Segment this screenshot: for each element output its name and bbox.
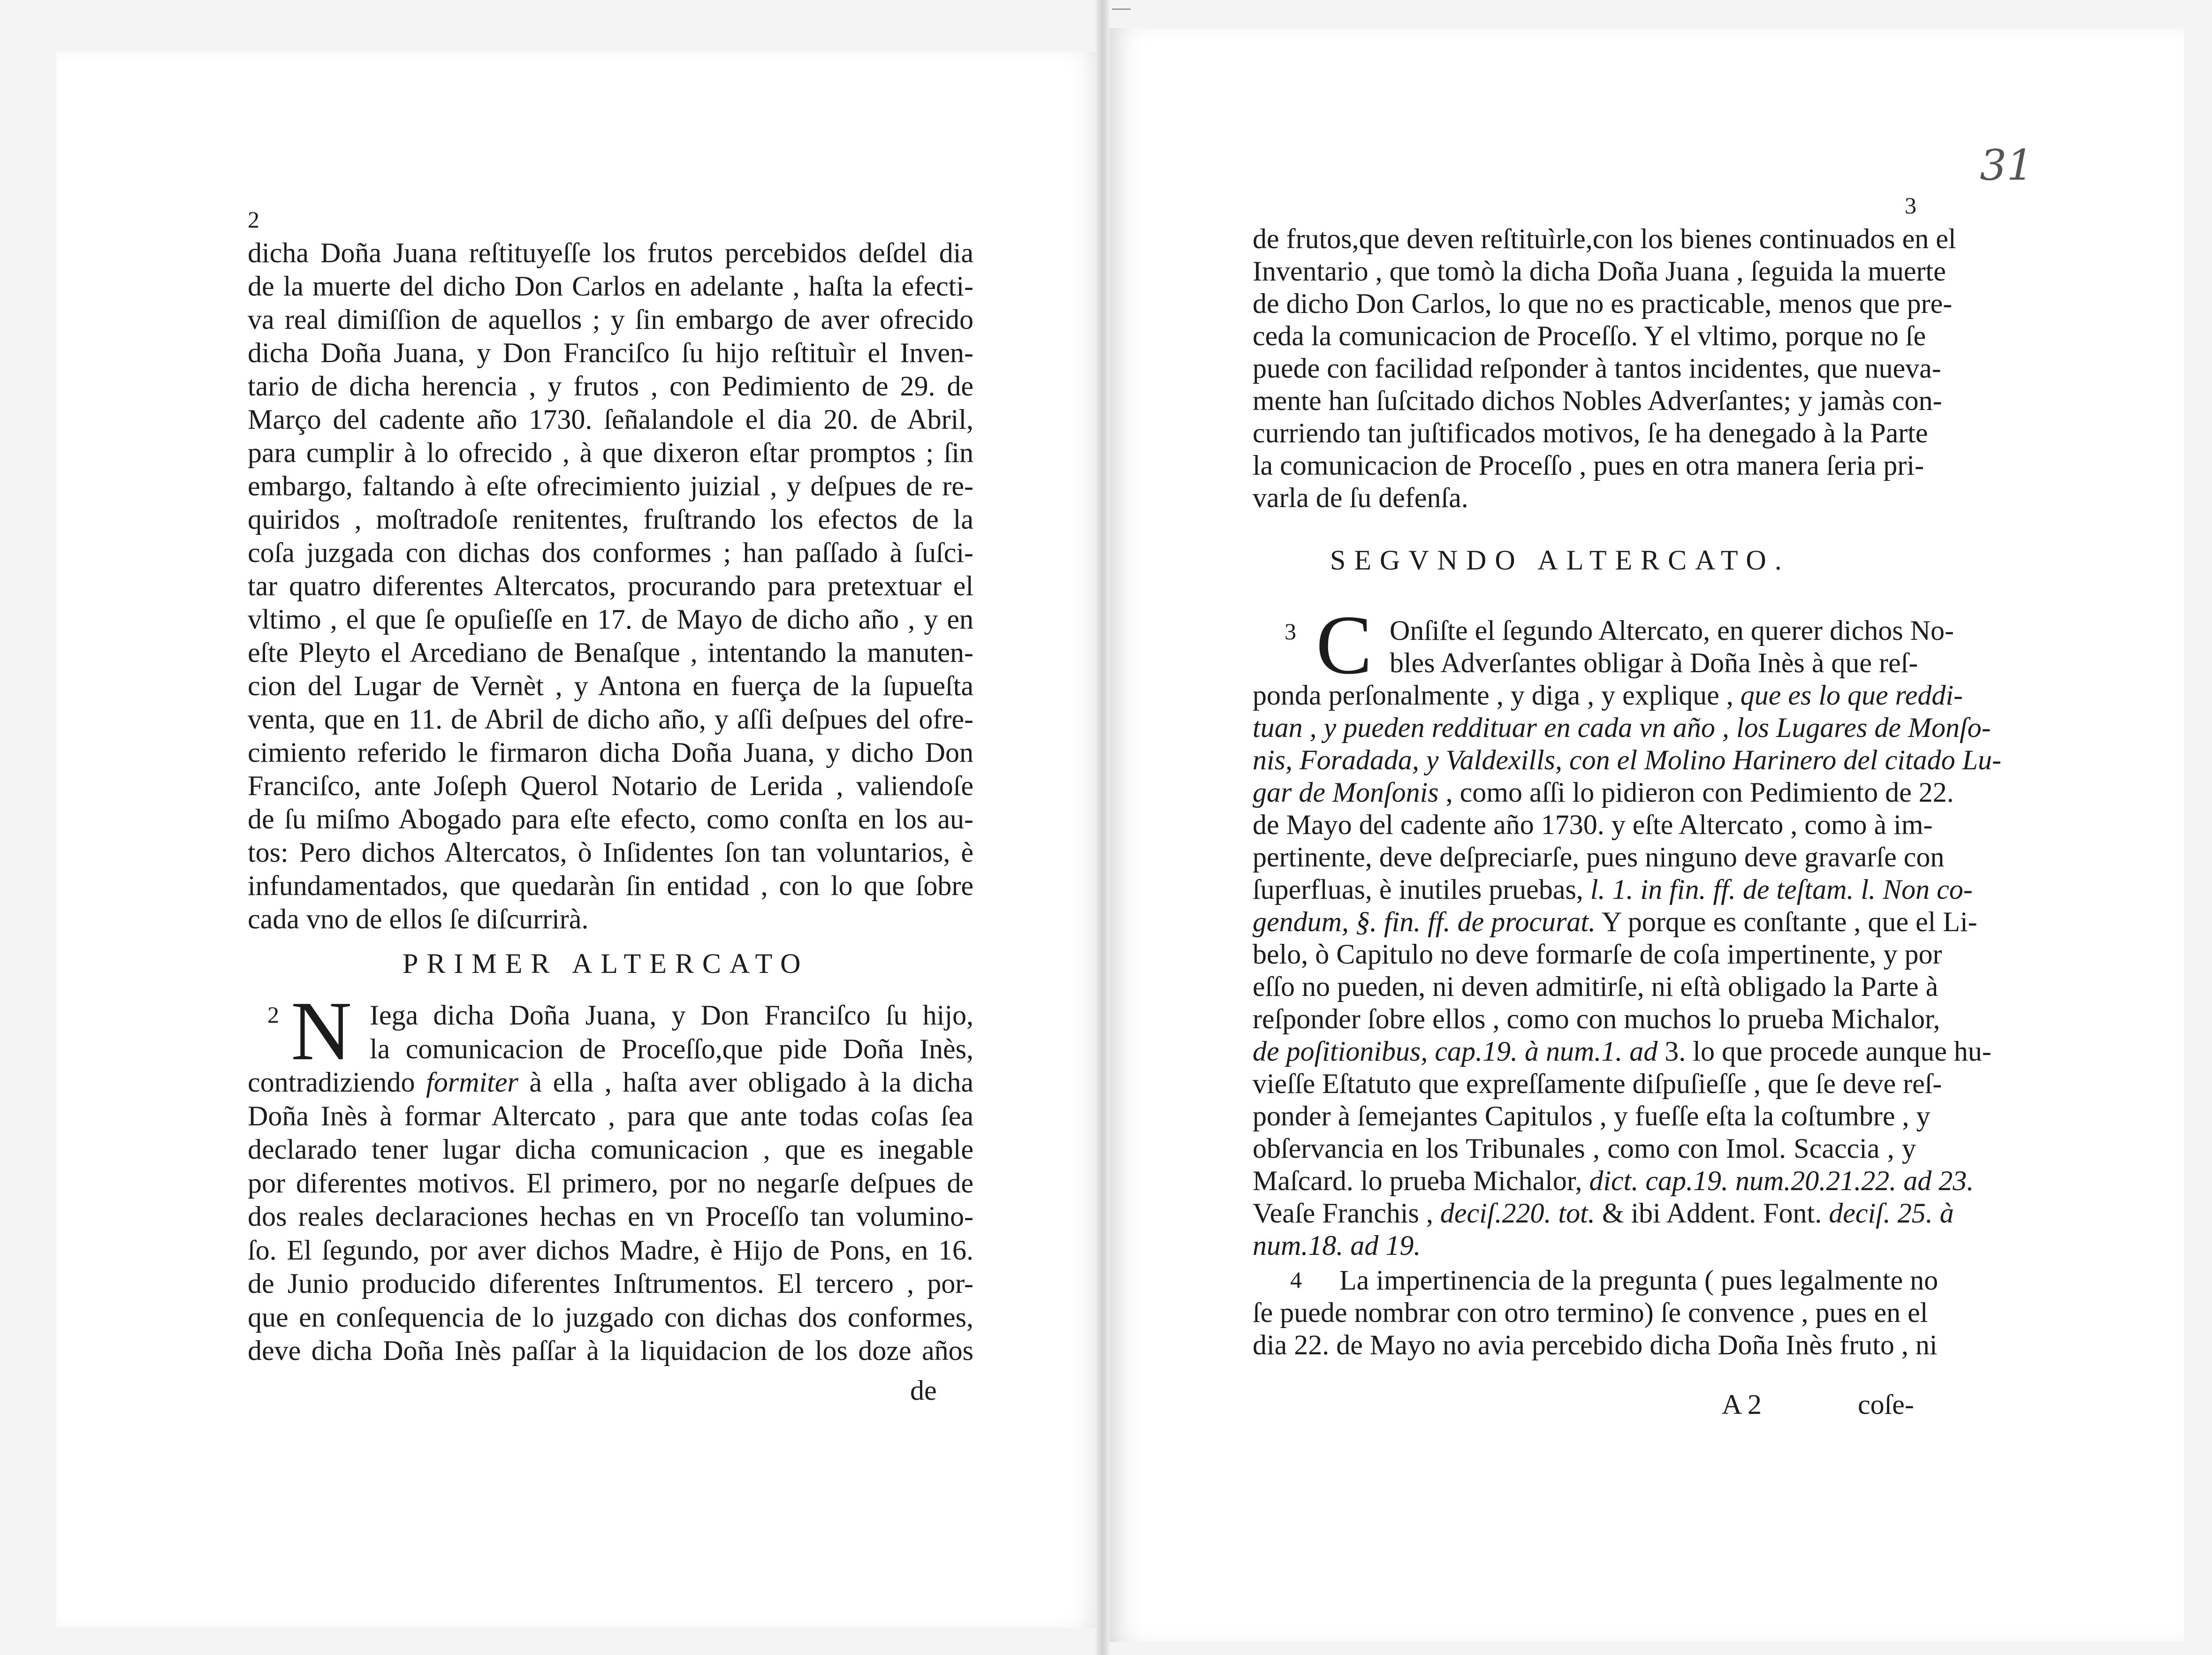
text-line — [248, 803, 973, 835]
section-heading: PRIMER ALTERCATO — [403, 948, 809, 979]
text-line — [1253, 776, 1954, 809]
text: vieſſe Eſtatuto que expreſſamente diſpuſieſſe , que ſe deve reſ- — [1253, 1068, 1942, 1099]
text: que en conſequencia de lo juzgado con dichas dos conformes, — [248, 1301, 973, 1333]
text-line — [248, 304, 973, 336]
text-line — [248, 670, 973, 702]
text: puede con facilidad reſponder à tantos incidentes, que nueva- — [1253, 353, 1941, 384]
text: 3. lo que procede aunque hu- — [1657, 1036, 1992, 1067]
text-line — [1253, 1329, 1938, 1361]
italic-text: tuan , y pueden reddituar en cada vn año , los Lugares de Monſo- — [1253, 712, 1991, 743]
italic-text: deciſ.220. tot. — [1440, 1198, 1595, 1229]
text-line — [248, 1066, 973, 1099]
text-line — [1390, 647, 1916, 679]
text: belo, ò Capitulo no deve formarſe de coſa impertinente, y por — [1253, 939, 1942, 970]
text-line — [370, 999, 973, 1032]
text: dia 22. de Mayo no avia percebido dicha Doña Inès fruto , ni — [1253, 1329, 1938, 1360]
text-line — [248, 270, 973, 303]
text: ſuperfluas, è inutiles pruebas, — [1253, 874, 1590, 905]
text-line — [248, 836, 973, 869]
text: la comunicacion de Proceſſo , pues en otra manera ſeria pri- — [1253, 450, 1924, 481]
text-line — [1253, 255, 1946, 288]
italic-text: de poſitionibus, cap.19. à num.1. ad — [1253, 1036, 1658, 1067]
text-line — [248, 237, 973, 269]
text-line — [248, 1335, 973, 1367]
text: cimiento referido le firmaron dicha Doña Juana, y dicho Don — [248, 737, 973, 768]
text-line — [248, 403, 973, 436]
paragraph-number: 2 — [267, 1002, 279, 1028]
text-line — [248, 637, 973, 669]
text: ſo. El ſegundo, por aver dichos Madre, è Hijo de Pons, en 16. — [248, 1234, 973, 1266]
text: de dicho Don Carlos, lo que no es practicable, menos que pre- — [1253, 288, 1953, 319]
text-line — [1253, 223, 1956, 255]
text: venta, que en 11. de Abril de dicho año, y aſſi deſpues del ofre- — [248, 704, 973, 735]
italic-text: deciſ. 25. à — [1829, 1198, 1954, 1229]
text-line — [1253, 482, 1916, 514]
text-line — [1253, 1197, 1954, 1230]
text: cion del Lugar de Vernèt , y Antona en fuerça de la ſupueſta — [248, 670, 973, 701]
text: & ibi Addent. Font. — [1595, 1198, 1829, 1229]
text: por diferentes motivos. El primero, por no negarſe deſpues de — [248, 1167, 973, 1199]
text-line — [248, 437, 973, 469]
text-line — [248, 1301, 973, 1334]
text-line — [1253, 1035, 1992, 1068]
italic-text: dict. cap.19. num.20.21.22. ad 23. — [1589, 1165, 1974, 1196]
text: Iega dicha Doña Juana, y Don Franciſco ſu hijo, — [370, 1000, 973, 1031]
text-line — [1253, 873, 1973, 906]
text: Maſcard. lo prueba Michalor, — [1253, 1165, 1589, 1196]
text: cada vno de ellos ſe diſcurrirà. — [248, 903, 589, 934]
text: dicha Doña Juana reſtituyeſſe los frutos percebidos deſdel dia — [248, 237, 973, 268]
text-line — [1253, 938, 1942, 971]
italic-text: gendum, §. fin. ff. de procurat. — [1253, 906, 1596, 937]
catchword: de — [910, 1375, 937, 1406]
text: pertinente, deve deſpreciarſe, pues ninguno deve gravarſe con — [1253, 842, 1945, 873]
text-line — [1253, 906, 1977, 938]
text-line — [1253, 320, 1926, 352]
text: dos reales declaraciones hechas en vn Proceſſo tan volumino- — [248, 1201, 973, 1232]
italic-text: num.18. ad 19. — [1253, 1230, 1421, 1261]
text-line — [248, 1200, 973, 1233]
italic-text: que es lo que reddi- — [1740, 680, 1963, 711]
text-line — [248, 903, 973, 935]
text: mente han ſuſcitado dichos Nobles Adverſantes; y jamàs con- — [1253, 385, 1942, 416]
drop-cap: C — [1316, 598, 1373, 691]
handwritten-folio: 31 — [1980, 141, 2034, 190]
text-line — [248, 736, 973, 769]
text: tar quatro diferentes Altercatos, procurando para pretextuar el — [248, 570, 973, 601]
text-line — [1253, 712, 1991, 744]
text: para cumplir à lo ofrecido , à que dixeron eſtar promptos ; ſin — [248, 437, 973, 468]
text: embargo, faltando à eſte ofrecimiento juizial , y deſpues de re- — [248, 471, 973, 501]
text-line — [1253, 1003, 1940, 1035]
paragraph-number: 3 — [1285, 618, 1296, 645]
catchword: coſe- — [1858, 1389, 1914, 1420]
text-line — [1253, 288, 1953, 320]
text: infundamentados, que quedaràn ſin entidad , con lo que ſobre — [248, 870, 973, 901]
text-line — [248, 603, 973, 636]
text-line — [248, 1268, 973, 1300]
signature-mark: A 2 — [1722, 1389, 1762, 1420]
text: contradiziendo — [248, 1067, 426, 1098]
text: vltimo , el que ſe opuſieſſe en 17. de Mayo de dicho año , y en — [248, 604, 973, 635]
text: eſte Pleyto el Arcediano de Benaſque , intentando la manuten- — [248, 637, 973, 668]
italic-text: gar de Monſonis — [1253, 777, 1439, 808]
text: ponda perſonalmente , y diga , y explique , — [1253, 680, 1741, 711]
page-number: 3 — [1905, 192, 1916, 219]
text: la comunicacion de Proceſſo,que pide Doña Inès, — [370, 1033, 973, 1064]
paragraph-number: 4 — [1290, 1267, 1302, 1293]
text: de Mayo del cadente año 1730. y eſte Altercato , como à im- — [1253, 809, 1933, 840]
text: de frutos,que deven reſtituìrle,con los bienes continuados en el — [1253, 223, 1956, 254]
text: Onſiſte el ſegundo Altercato, en querer dichos No- — [1390, 615, 1954, 646]
text-line — [1253, 971, 1938, 1003]
text-line — [248, 337, 973, 369]
text: ſe puede nombrar con otro termino) ſe convence , pues en el — [1253, 1297, 1928, 1328]
text-line — [248, 770, 973, 802]
text-line — [1253, 679, 1963, 712]
text: obſervancia en los Tribunales , como con Imol. Scaccia , y — [1253, 1133, 1916, 1164]
text: , como aſſi lo pidieron con Pedimiento de 22. — [1438, 777, 1954, 808]
italic-text: l. 1. in fin. ff. de teſtam. l. Non co- — [1590, 874, 1973, 905]
text-line — [248, 470, 973, 502]
text: Veaſe Franchis , — [1253, 1198, 1440, 1229]
text: declarado tener lugar dicha comunicacion , que es inegable — [248, 1134, 973, 1165]
text: Franciſco, ante Joſeph Querol Notario de Lerida , valiendoſe — [248, 770, 973, 801]
text-line — [248, 1100, 973, 1132]
text-line — [1253, 449, 1924, 482]
text-line — [248, 503, 973, 536]
section-heading: SEGVNDO ALTERCATO. — [1330, 545, 1790, 576]
text-line — [248, 537, 973, 569]
text-line — [1253, 417, 1928, 449]
italic-text: formiter — [426, 1067, 518, 1098]
text-line — [248, 1167, 973, 1199]
text-line — [248, 1133, 973, 1166]
text: Inventario , que tomò la dicha Doña Juana , ſeguida la muerte — [1253, 256, 1946, 287]
text-line — [1253, 1297, 1928, 1329]
text: ceda la comunicacion de Proceſſo. Y el vltimo, porque no ſe — [1253, 320, 1926, 351]
text: de Junio producido diferentes Inſtrumentos. El tercero , por- — [248, 1268, 973, 1299]
text-line — [1390, 615, 1954, 647]
text: ponder à ſemejantes Capitulos , y fueſſe eſta la coſtumbre , y — [1253, 1101, 1931, 1131]
italic-text: nis, Foradada, y Valdexills, con el Molino Harinero del citado Lu- — [1253, 744, 2001, 775]
text-line — [1253, 1100, 1931, 1132]
text-line — [248, 370, 973, 402]
text: reſponder ſobre ellos , como con muchos lo prueba Michalor, — [1253, 1003, 1940, 1034]
text: tos: Pero dichos Altercatos, ò Inſidentes ſon tan voluntarios, è — [248, 837, 973, 868]
text: de ſu miſmo Abogado para eſte efecto, como conſta en los au- — [248, 804, 973, 835]
text: bles Adverſantes obligar à Doña Inès à que reſ- — [1390, 647, 1918, 678]
text-line — [1253, 1230, 1916, 1262]
text: à ella , haſta aver obligado à la dicha — [518, 1067, 973, 1098]
text-line — [1253, 744, 2001, 776]
text: Y porque es conſtante , que el Li- — [1596, 906, 1977, 937]
text-line — [1253, 1165, 1974, 1197]
text: Março del cadente año 1730. ſeñalandole el dia 20. de Abril, — [248, 404, 973, 435]
text-line — [1253, 1132, 1916, 1165]
text-line — [1253, 352, 1941, 385]
book-gutter — [1095, 0, 1110, 1655]
top-mark — [1112, 8, 1131, 10]
text: deve dicha Doña Inès paſſar à la liquidacion de los doze años — [248, 1335, 973, 1366]
text: dicha Doña Juana, y Don Franciſco ſu hijo reſtituìr el Inven- — [248, 337, 973, 368]
text: de la muerte del dicho Don Carlos en adelante , haſta la efecti- — [248, 271, 973, 302]
text-line — [1253, 841, 1945, 873]
text-line — [1253, 1068, 1942, 1100]
text: eſſo no pueden, ni deven admitirſe, ni eſtà obligado la Parte à — [1253, 971, 1938, 1002]
text: va real dimiſſion de aquellos ; y ſin embargo de aver ofrecido — [248, 304, 973, 335]
text-line — [248, 1234, 973, 1267]
text: varla de ſu defenſa. — [1253, 482, 1468, 513]
text: coſa juzgada con dichas dos conformes ; han paſſado à ſuſci- — [248, 537, 973, 568]
text-line — [248, 703, 973, 736]
text: Doña Inès à formar Altercato , para que ante todas coſas ſea — [248, 1100, 973, 1131]
text-line — [1253, 385, 1942, 417]
text: quiridos , moſtradoſe renitentes, fruſtrando los efectos de la — [248, 504, 973, 535]
text: tario de dicha herencia , y frutos , con Pedimiento de 29. de — [248, 371, 973, 402]
text-line — [370, 1033, 973, 1065]
text-line — [248, 870, 973, 902]
text-line — [1339, 1264, 1938, 1297]
text-line — [1253, 809, 1933, 841]
drop-cap: N — [291, 984, 352, 1078]
text: La impertinencia de la pregunta ( pues legalmente no — [1339, 1265, 1938, 1296]
text-line — [248, 570, 973, 602]
text: curriendo tan juſtificados motivos, ſe ha denegado à la Parte — [1253, 418, 1928, 448]
page-number: 2 — [248, 206, 259, 233]
